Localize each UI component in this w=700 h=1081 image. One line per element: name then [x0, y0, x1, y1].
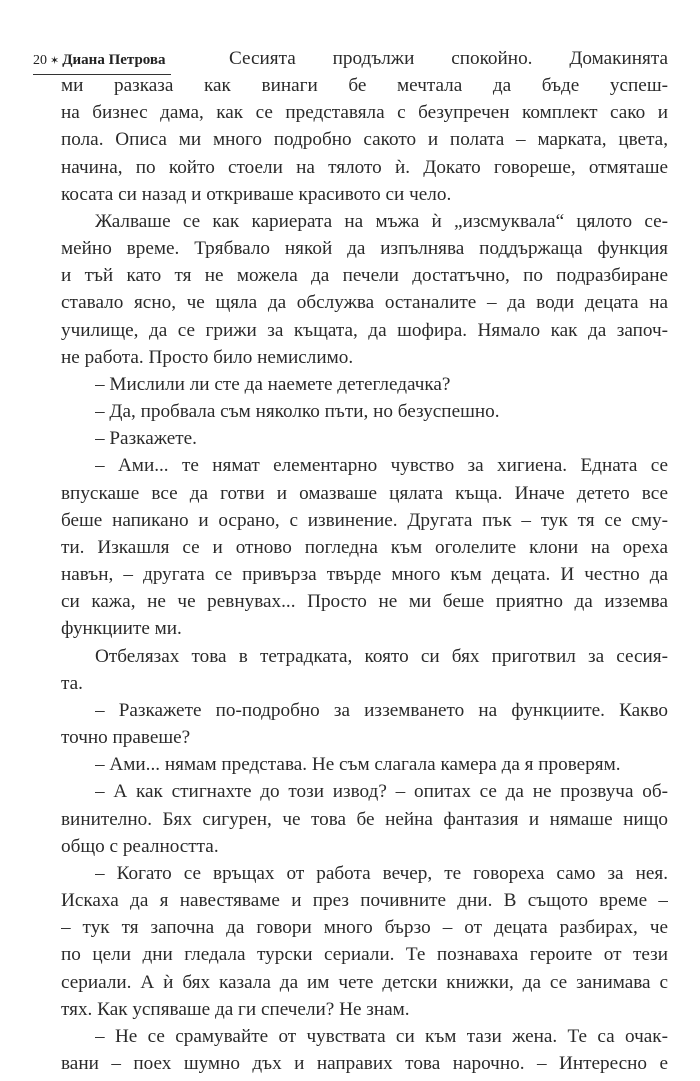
text-line: – А как стигнахте до този извод? – опитах се да не прозвуча об-	[95, 781, 668, 803]
text-line: беше напикано и осрано, с извинение. Другата пък – тук тя се сму-	[61, 509, 668, 531]
text-line: – Разкажете.	[95, 428, 197, 450]
text-line: функциите ми.	[61, 618, 182, 640]
text-line: – Когато се връщах от работа вечер, те говореха само за нея.	[95, 862, 668, 884]
text-line: начина, по който стоели на тялото ѝ. Докато говореше, отмяташе	[61, 156, 668, 178]
text-line: си кажа, не че ревнувах... Просто не ми беше приятно да изземва	[61, 591, 668, 613]
text-line: Сесията продължи спокойно. Домакинята	[229, 48, 668, 69]
text-line: пола. Описа ми много подробно сакото и полата – марката, цвета,	[61, 129, 668, 151]
text-line: ти. Изкашля се и отново погледна към оголелите клони на ореха	[61, 536, 668, 558]
star-ornament-icon: ✶	[50, 55, 60, 67]
text-line: Отбелязах това в тетрадката, която си бях приготвил за сесия-	[95, 645, 668, 667]
author-name: Диана Петрова	[62, 52, 166, 68]
text-line: точно правеше?	[61, 727, 191, 749]
text-line: косата си назад и откриваше красивото си чело.	[61, 183, 452, 205]
text-line: – Не се срамувайте от чувствата си към тази жена. Те са очак-	[95, 1025, 668, 1047]
text-line: Искаха да я навестяваме и през почивните дни. В същото време –	[61, 890, 668, 912]
text-line: сериали. А ѝ бях казала да им чете детски книжки, да се занимава с	[61, 971, 668, 993]
text-line: ми разказа как винаги бе мечтала да бъде успеш-	[61, 75, 668, 97]
text-line: училище, да се грижи за къщата, да шофира. Нямало как да започ-	[61, 319, 668, 341]
text-line: – тук тя започна да говори много бързо – от децата разбирах, че	[61, 917, 668, 939]
text-line: впускаше все да готви и омазваше цялата къща. Иначе детето все	[61, 482, 668, 504]
text-line: тях. Как успяваше да ги спечели? Не знам.	[61, 998, 410, 1020]
text-line: Жалваше се как кариерата на мъжа ѝ „изсмуквала“ цялото се-	[95, 210, 668, 232]
text-line: и тъй като тя не можела да печели достатъчно, по подразбиране	[61, 265, 668, 287]
text-line: – Ами... нямам представа. Не съм слагала камера да я проверям.	[95, 754, 621, 776]
text-line: общо с реалността.	[61, 835, 219, 857]
text-line: навън, – другата се привърза твърде много към децата. И честно да	[61, 564, 668, 586]
text-line: – Мислили ли сте да наемете детегледачка?	[95, 373, 451, 395]
text-line: на бизнес дама, как се представяла с безупречен комплект сако и	[61, 102, 668, 124]
text-line: – Разкажете по-подробно за изземването на функциите. Какво	[95, 699, 668, 721]
text-line: та.	[61, 672, 83, 694]
text-line: не работа. Просто било немислимо.	[61, 346, 354, 368]
text-line: – Ами... те нямат елементарно чувство за хигиена. Едната се	[95, 455, 668, 477]
page-number: 20	[33, 53, 47, 68]
text-line: вани – поех шумно дъх и направих това нарочно. – Интересно е	[61, 1053, 668, 1074]
text-line: винително. Бях сигурен, че това бе нейна фантазия и нямаше нищо	[61, 808, 668, 830]
text-line: – Да, пробвала съм няколко пъти, но безуспешно.	[95, 401, 500, 423]
text-line: по цели дни гледала турски сериали. Те познаваха героите от тези	[61, 944, 668, 966]
text-line: ставало ясно, че щяла да обслужва останалите – да води децата на	[61, 292, 668, 314]
text-line: мейно време. Трябвало някой да изпълнява поддържаща функция	[61, 238, 668, 260]
